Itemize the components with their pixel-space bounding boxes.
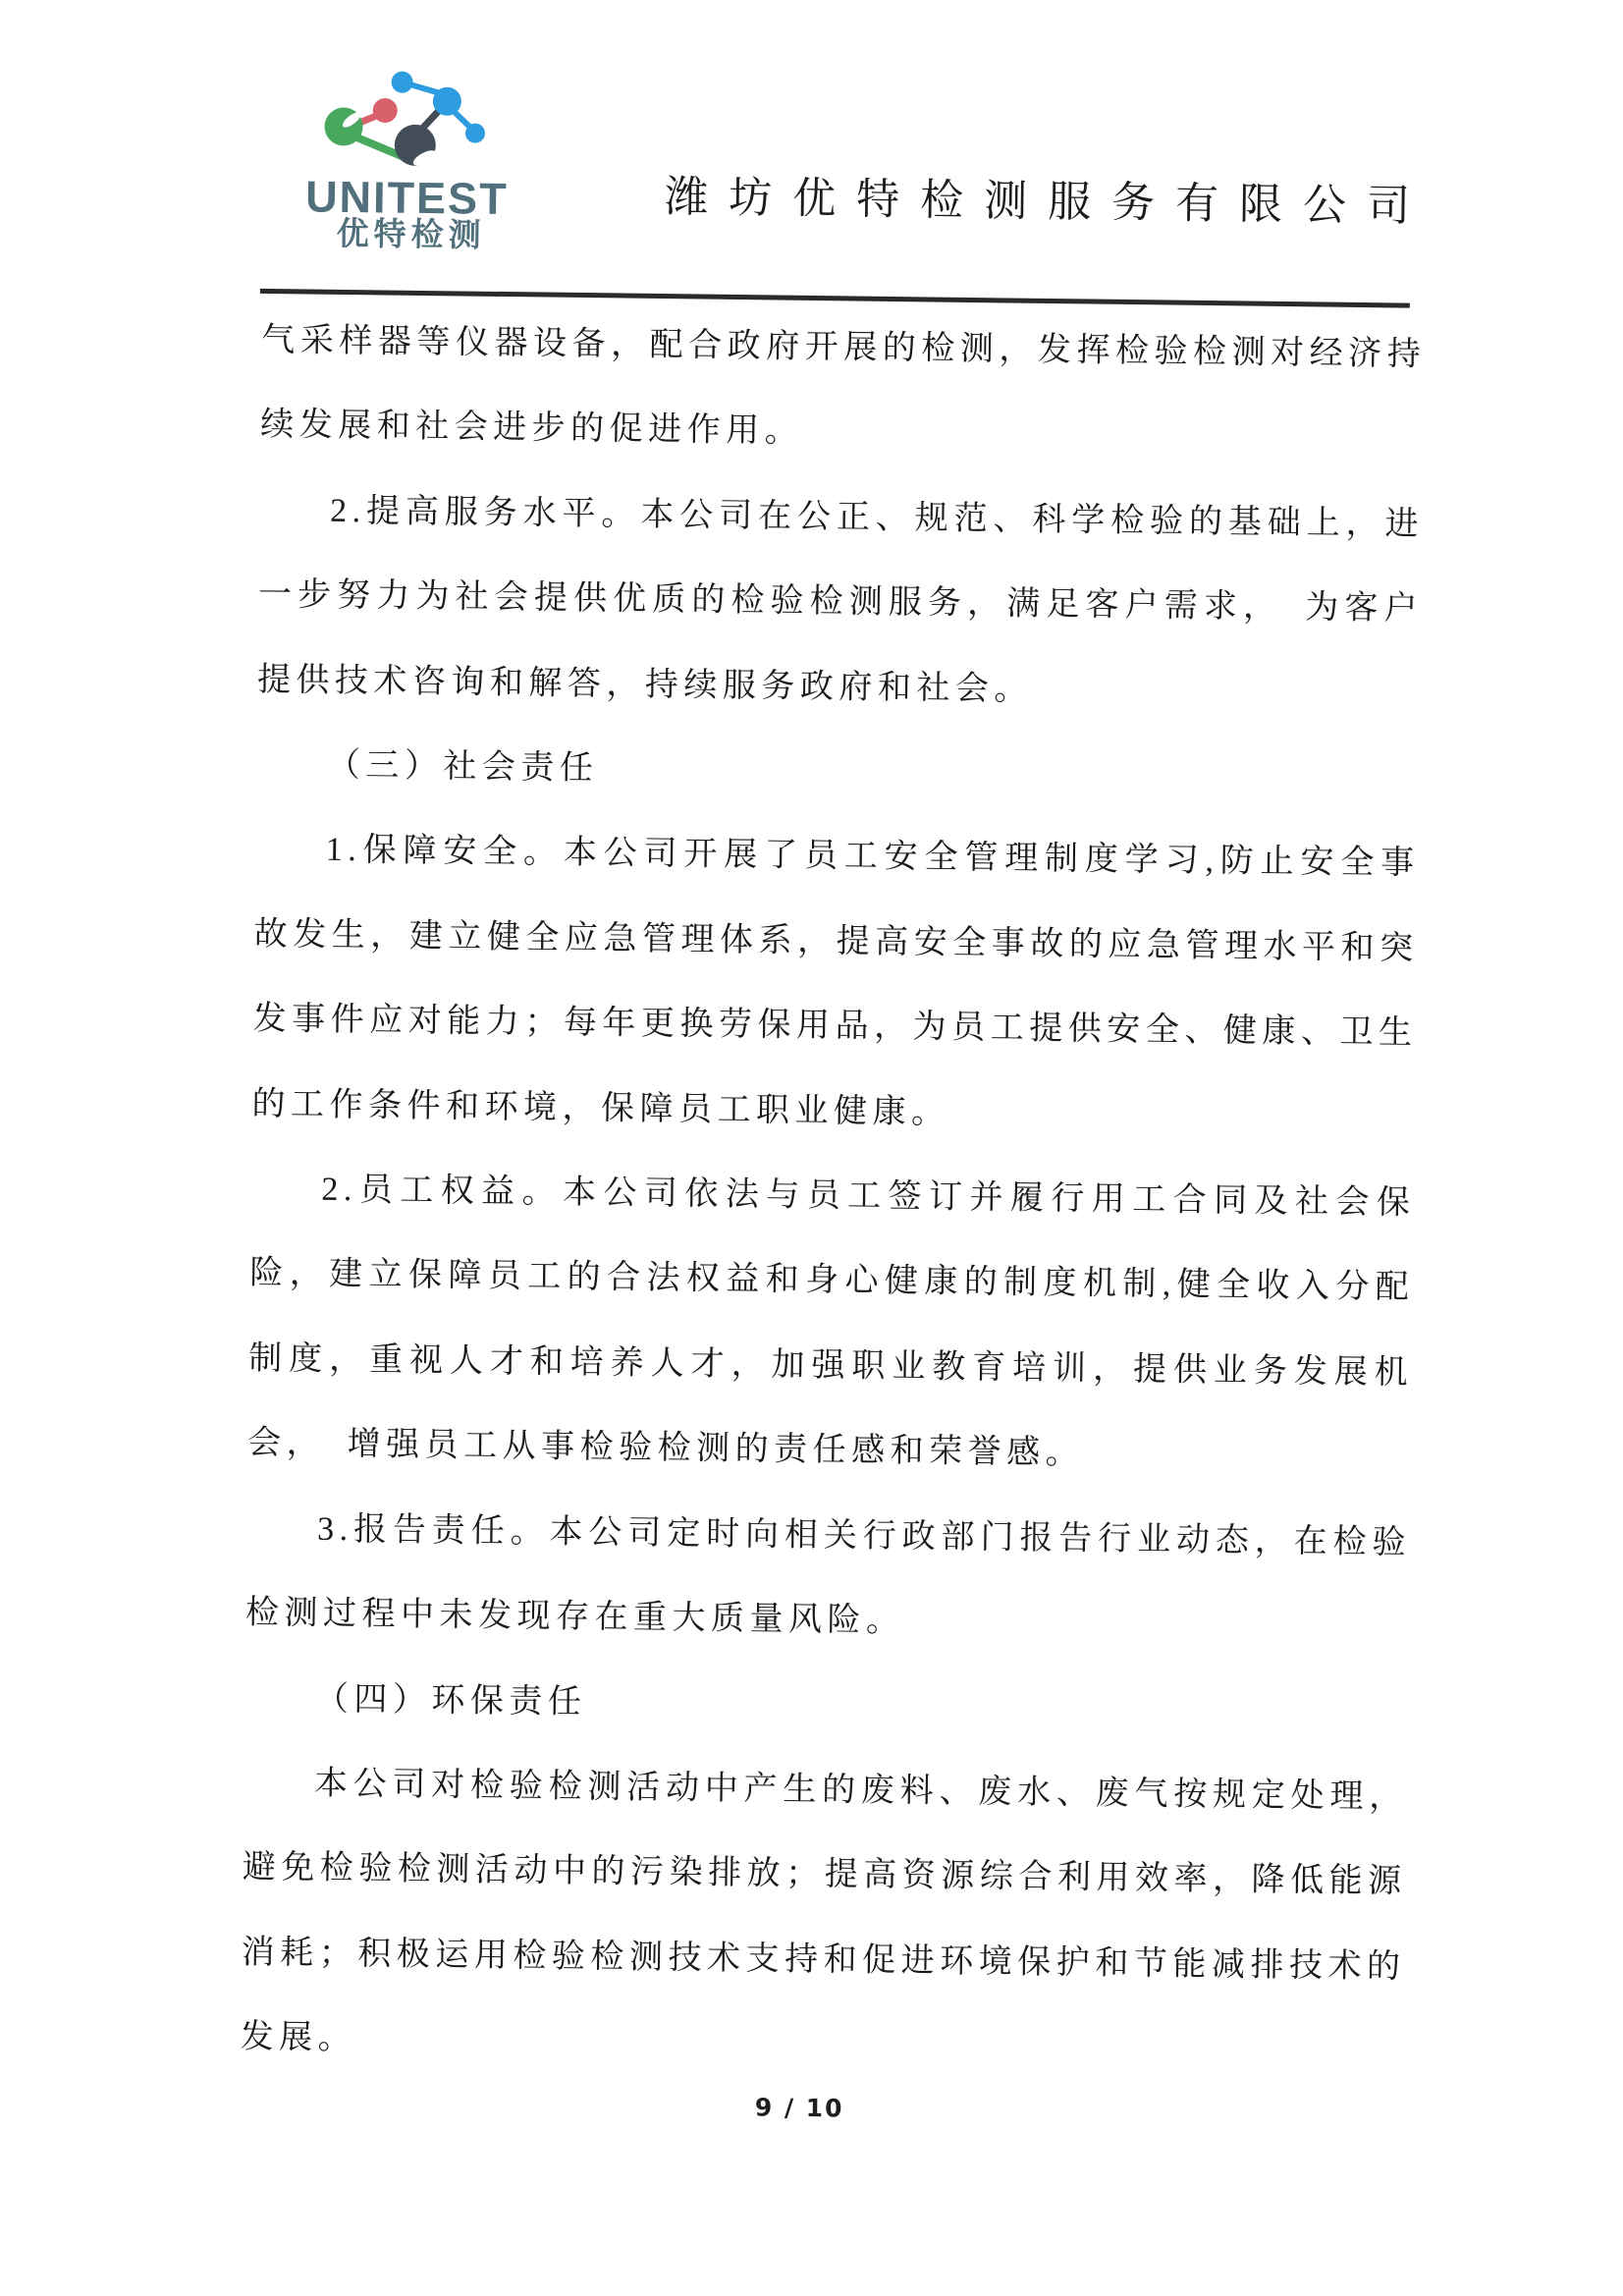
body-paragraph: 1.保障安全。本公司开展了员工安全管理制度学习,防止安全事故发生，建立健全应急管理体系，提高安全事故的应急管理水平和突发事件应对能力；每年更换劳保用品，为员工提供安全、健康、卫生的工作条件和环境，保障员工职业健康。 [251,832,1420,1131]
document-body [240,299,1427,2095]
page-number: 9 / 10 [754,2093,844,2123]
brand-wordmark-chinese: 优特检测 [336,214,486,253]
section-heading: （四）环保责任 [314,1680,587,1721]
body-paragraph: 2.提高服务水平。本公司在公正、规范、科学检验的基础上，进一步努力为社会提供优质的检验检测服务，满足客户需求， 为客户提供技术咨询和解答，持续服务政府和社会。 [256,492,1425,708]
body-paragraph: 气采样器等仪器设备，配合政府开展的检测，发挥检验检测对经济持续发展和社会进步的促进作用。 [259,321,1427,451]
section-heading: （三）社会责任 [326,746,599,788]
brand-wordmark: UNITEST [304,171,509,225]
company-name: 潍 坊 优 特 检 测 服 务 有 限 公 司 [664,173,1416,231]
body-paragraph: 3.报告责任。本公司定时向相关行政部门报告行业动态，在检验检测过程中未发现存在重大质量风险。 [244,1510,1412,1640]
body-paragraph: 2.员工权益。本公司依法与员工签订并履行用工合同及社会保险，建立保障员工的合法权益和身心健康的制度机制,健全收入分配制度，重视人才和培养人才，加强职业教育培训，提供业务发展机会， 增强员工从事检验检测的责任感和荣誉感。 [246,1171,1416,1472]
body-paragraph: 本公司对检验检测活动中产生的废料、废水、废气按规定处理，避免检验检测活动中的污染排放；提高资源综合利用效率，降低能源消耗；积极运用检验检测技术支持和促进环境保护和节能减排技术的发展。 [240,1765,1408,2057]
